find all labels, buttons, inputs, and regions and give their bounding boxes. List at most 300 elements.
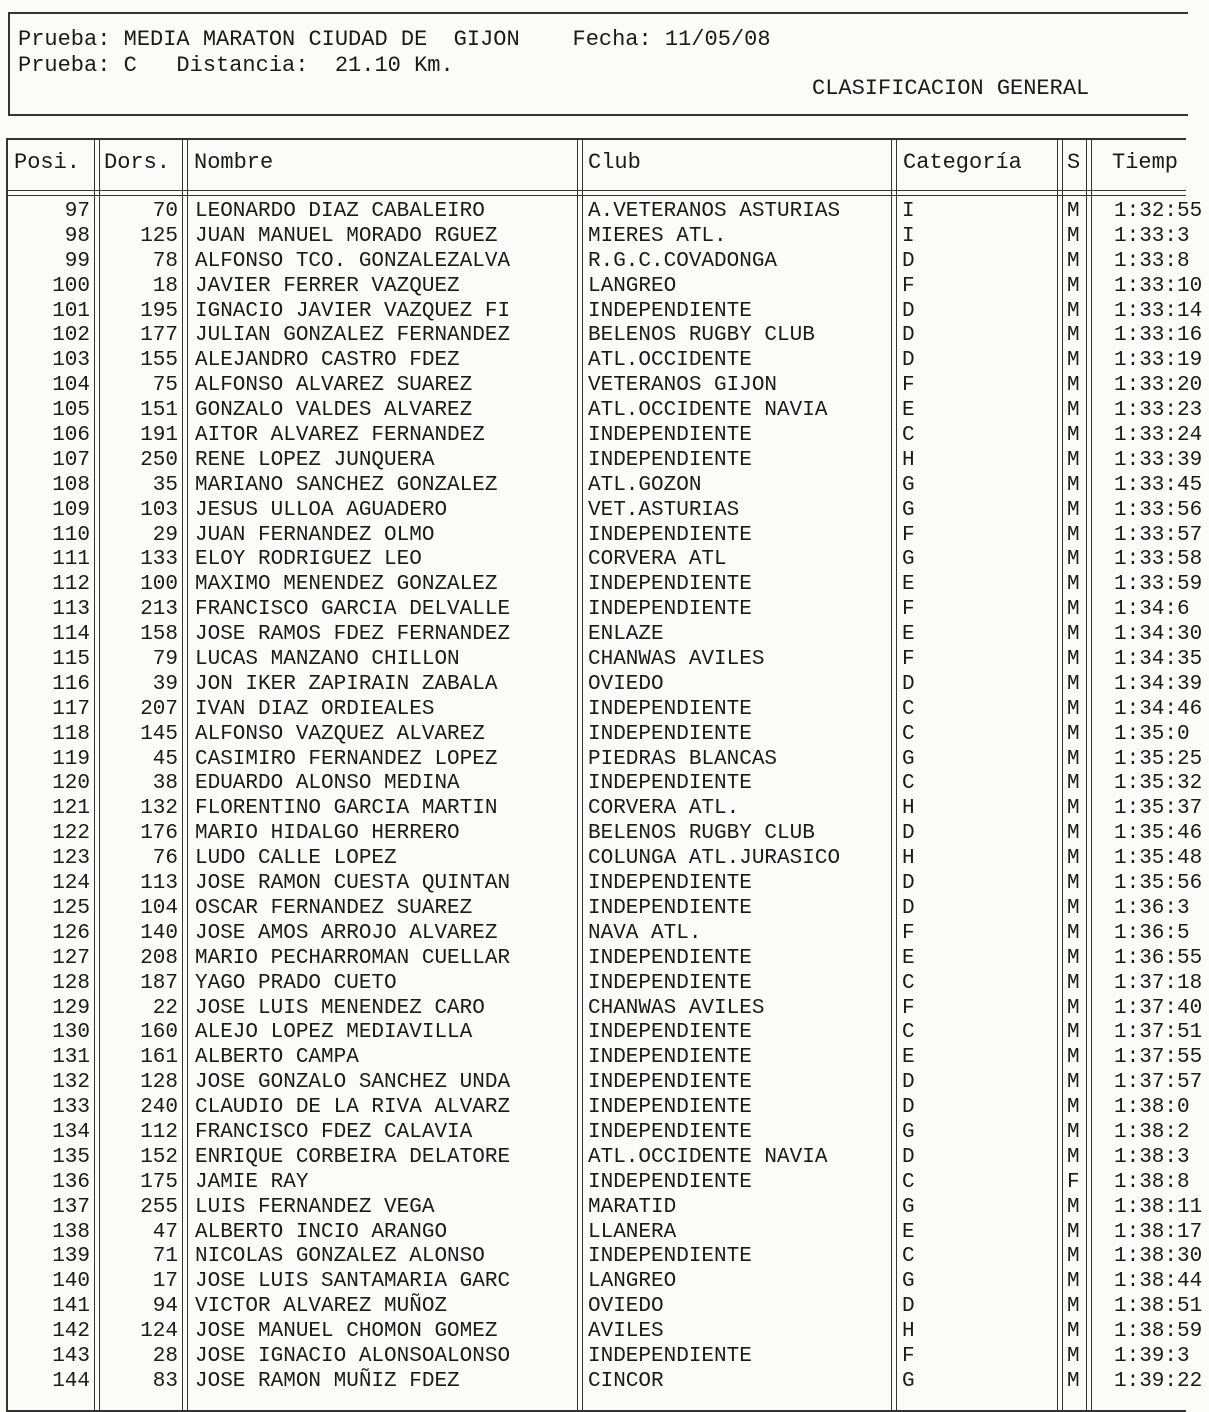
- cell-categoria: H: [902, 847, 915, 871]
- column-header-tiempo: Tiemp: [1112, 150, 1179, 175]
- cell-nombre: ALEJO LOPEZ MEDIAVILLA: [195, 1021, 473, 1045]
- table-row: [0, 748, 1209, 773]
- cell-sexo: M: [1067, 1021, 1080, 1045]
- cell-club: INDEPENDIENTE: [588, 424, 752, 448]
- cell-categoria: F: [902, 996, 915, 1020]
- cell-tiempo: 1:34:30: [1114, 623, 1203, 647]
- cell-club: ENLAZE: [588, 623, 664, 647]
- cell-pos: 104: [52, 374, 90, 398]
- cell-club: INDEPENDIENTE: [588, 448, 752, 472]
- cell-nombre: JOSE MANUEL CHOMON GOMEZ: [195, 1320, 498, 1344]
- cell-sexo: M: [1067, 548, 1080, 572]
- table-row: [0, 797, 1209, 822]
- cell-club: BELENOS RUGBY CLUB: [588, 822, 815, 846]
- cell-pos: 139: [52, 1245, 90, 1269]
- cell-dors: 133: [140, 548, 178, 572]
- cell-tiempo: 1:33:10: [1114, 274, 1203, 298]
- cell-pos: 142: [52, 1320, 90, 1344]
- cell-club: INDEPENDIENTE: [588, 1170, 752, 1194]
- table-row: [0, 474, 1209, 499]
- cell-nombre: LUDO CALLE LOPEZ: [195, 847, 397, 871]
- cell-categoria: D: [902, 1071, 915, 1095]
- cell-categoria: D: [902, 1096, 915, 1120]
- cell-club: INDEPENDIENTE: [588, 872, 752, 896]
- cell-pos: 115: [52, 648, 90, 672]
- cell-nombre: JESUS ULLOA AGUADERO: [195, 498, 448, 522]
- cell-sexo: M: [1067, 672, 1080, 696]
- cell-dors: 78: [152, 249, 178, 273]
- cell-nombre: JOSE IGNACIO ALONSOALONSO: [195, 1344, 511, 1368]
- cell-pos: 113: [52, 598, 90, 622]
- cell-categoria: D: [902, 249, 915, 273]
- cell-club: AVILES: [588, 1320, 664, 1344]
- cell-sexo: M: [1067, 623, 1080, 647]
- table-row: [0, 1071, 1209, 1096]
- cell-sexo: M: [1067, 274, 1080, 298]
- table-row: [0, 1171, 1209, 1196]
- cell-tiempo: 1:38:3: [1114, 1145, 1190, 1169]
- cell-nombre: EDUARDO ALONSO MEDINA: [195, 772, 460, 796]
- cell-nombre: ELOY RODRIGUEZ LEO: [195, 548, 422, 572]
- cell-pos: 101: [52, 299, 90, 323]
- cell-club: OVIEDO: [588, 672, 664, 696]
- cell-nombre: ALFONSO ALVAREZ SUAREZ: [195, 374, 473, 398]
- cell-club: ATL.OCCIDENTE: [588, 349, 752, 373]
- cell-categoria: D: [902, 1295, 915, 1319]
- cell-pos: 144: [52, 1369, 90, 1393]
- race-info-line-2: Prueba: C Distancia: 21.10 Km.: [18, 53, 454, 78]
- cell-nombre: MARIO PECHARROMAN CUELLAR: [195, 946, 511, 970]
- cell-dors: 255: [140, 1195, 178, 1219]
- cell-dors: 70: [152, 200, 178, 223]
- cell-pos: 133: [52, 1096, 90, 1120]
- cell-sexo: M: [1067, 299, 1080, 323]
- cell-tiempo: 1:36:3: [1114, 896, 1190, 920]
- column-header-pos: Posi.: [14, 150, 81, 175]
- table-row: [0, 997, 1209, 1022]
- cell-nombre: JOSE LUIS MENENDEZ CARO: [195, 996, 485, 1020]
- cell-nombre: JOSE AMOS ARROJO ALVAREZ: [195, 921, 498, 945]
- cell-nombre: YAGO PRADO CUETO: [195, 971, 397, 995]
- cell-dors: 175: [140, 1170, 178, 1194]
- cell-sexo: M: [1067, 1220, 1080, 1244]
- table-row: [0, 424, 1209, 449]
- cell-pos: 128: [52, 971, 90, 995]
- cell-categoria: I: [902, 224, 915, 248]
- column-header-nombre: Nombre: [194, 150, 274, 175]
- cell-dors: 35: [152, 473, 178, 497]
- table-row: [0, 225, 1209, 250]
- cell-sexo: M: [1067, 1120, 1080, 1144]
- cell-nombre: VICTOR ALVAREZ MUÑOZ: [195, 1295, 448, 1319]
- cell-sexo: M: [1067, 648, 1080, 672]
- cell-tiempo: 1:35:32: [1114, 772, 1203, 796]
- cell-categoria: D: [902, 349, 915, 373]
- cell-categoria: G: [902, 1270, 915, 1294]
- cell-categoria: G: [902, 473, 915, 497]
- cell-tiempo: 1:33:57: [1114, 523, 1203, 547]
- cell-club: ATL.OCCIDENTE NAVIA: [588, 399, 828, 423]
- cell-pos: 116: [52, 672, 90, 696]
- table-row: [0, 499, 1209, 524]
- cell-pos: 131: [52, 1046, 90, 1070]
- cell-sexo: M: [1067, 399, 1080, 423]
- cell-pos: 143: [52, 1344, 90, 1368]
- table-row: [0, 1320, 1209, 1345]
- cell-categoria: D: [902, 1145, 915, 1169]
- cell-nombre: MAXIMO MENENDEZ GONZALEZ: [195, 573, 498, 597]
- table-row: [0, 1295, 1209, 1320]
- cell-sexo: M: [1067, 822, 1080, 846]
- cell-categoria: C: [902, 772, 915, 796]
- cell-tiempo: 1:38:2: [1114, 1120, 1190, 1144]
- cell-club: VET.ASTURIAS: [588, 498, 740, 522]
- cell-pos: 136: [52, 1170, 90, 1194]
- cell-club: PIEDRAS BLANCAS: [588, 747, 778, 771]
- cell-club: INDEPENDIENTE: [588, 1071, 752, 1095]
- cell-nombre: JAVIER FERRER VAZQUEZ: [195, 274, 460, 298]
- cell-club: INDEPENDIENTE: [588, 1021, 752, 1045]
- cell-categoria: H: [902, 448, 915, 472]
- cell-categoria: F: [902, 523, 915, 547]
- cell-sexo: M: [1067, 1096, 1080, 1120]
- cell-tiempo: 1:37:55: [1114, 1046, 1203, 1070]
- cell-tiempo: 1:32:55: [1114, 200, 1203, 223]
- cell-sexo: M: [1067, 697, 1080, 721]
- cell-club: INDEPENDIENTE: [588, 1245, 752, 1269]
- cell-pos: 138: [52, 1220, 90, 1244]
- cell-sexo: M: [1067, 523, 1080, 547]
- cell-dors: 28: [152, 1344, 178, 1368]
- cell-club: INDEPENDIENTE: [588, 598, 752, 622]
- cell-pos: 99: [64, 249, 90, 273]
- cell-dors: 207: [140, 697, 178, 721]
- cell-categoria: H: [902, 1320, 915, 1344]
- cell-dors: 45: [152, 747, 178, 771]
- cell-dors: 38: [152, 772, 178, 796]
- cell-tiempo: 1:37:51: [1114, 1021, 1203, 1045]
- cell-dors: 75: [152, 374, 178, 398]
- cell-club: BELENOS RUGBY CLUB: [588, 324, 815, 348]
- cell-nombre: JOSE RAMON CUESTA QUINTAN: [195, 872, 511, 896]
- column-header-sexo: S: [1067, 150, 1081, 175]
- cell-categoria: D: [902, 822, 915, 846]
- cell-sexo: M: [1067, 498, 1080, 522]
- cell-sexo: M: [1067, 1270, 1080, 1294]
- cell-pos: 123: [52, 847, 90, 871]
- cell-sexo: M: [1067, 872, 1080, 896]
- table-row: [0, 399, 1209, 424]
- table-row: [0, 1221, 1209, 1246]
- cell-nombre: JON IKER ZAPIRAIN ZABALA: [195, 672, 498, 696]
- cell-pos: 107: [52, 448, 90, 472]
- cell-club: INDEPENDIENTE: [588, 1046, 752, 1070]
- cell-dors: 160: [140, 1021, 178, 1045]
- cell-dors: 158: [140, 623, 178, 647]
- cell-pos: 98: [64, 224, 90, 248]
- cell-pos: 130: [52, 1021, 90, 1045]
- cell-tiempo: 1:34:6: [1114, 598, 1190, 622]
- cell-nombre: CASIMIRO FERNANDEZ LOPEZ: [195, 747, 498, 771]
- cell-sexo: M: [1067, 896, 1080, 920]
- cell-categoria: C: [902, 1245, 915, 1269]
- cell-categoria: E: [902, 1220, 915, 1244]
- cell-categoria: F: [902, 598, 915, 622]
- cell-nombre: JOSE GONZALO SANCHEZ UNDA: [195, 1071, 511, 1095]
- cell-dors: 94: [152, 1295, 178, 1319]
- cell-sexo: M: [1067, 797, 1080, 821]
- cell-categoria: D: [902, 872, 915, 896]
- table-row: [0, 1245, 1209, 1270]
- table-row: [0, 772, 1209, 797]
- cell-nombre: JUAN FERNANDEZ OLMO: [195, 523, 435, 547]
- table-row: [0, 449, 1209, 474]
- cell-dors: 29: [152, 523, 178, 547]
- cell-nombre: ALEJANDRO CASTRO FDEZ: [195, 349, 460, 373]
- cell-club: MARATID: [588, 1195, 677, 1219]
- cell-dors: 187: [140, 971, 178, 995]
- cell-tiempo: 1:36:5: [1114, 921, 1190, 945]
- cell-nombre: NICOLAS GONZALEZ ALONSO: [195, 1245, 485, 1269]
- cell-dors: 83: [152, 1369, 178, 1393]
- cell-sexo: M: [1067, 200, 1080, 223]
- cell-tiempo: 1:33:24: [1114, 424, 1203, 448]
- table-row: [0, 349, 1209, 374]
- cell-sexo: M: [1067, 573, 1080, 597]
- table-row: [0, 723, 1209, 748]
- cell-pos: 134: [52, 1120, 90, 1144]
- cell-categoria: G: [902, 548, 915, 572]
- cell-categoria: F: [902, 274, 915, 298]
- cell-dors: 18: [152, 274, 178, 298]
- cell-nombre: FRANCISCO FDEZ CALAVIA: [195, 1120, 473, 1144]
- cell-tiempo: 1:35:25: [1114, 747, 1203, 771]
- cell-pos: 118: [52, 722, 90, 746]
- cell-nombre: FRANCISCO GARCIA DELVALLE: [195, 598, 511, 622]
- cell-tiempo: 1:34:46: [1114, 697, 1203, 721]
- cell-club: INDEPENDIENTE: [588, 722, 752, 746]
- cell-sexo: M: [1067, 1071, 1080, 1095]
- cell-dors: 132: [140, 797, 178, 821]
- cell-dors: 152: [140, 1145, 178, 1169]
- cell-dors: 195: [140, 299, 178, 323]
- table-row: [0, 324, 1209, 349]
- cell-nombre: MARIANO SANCHEZ GONZALEZ: [195, 473, 498, 497]
- cell-nombre: JOSE LUIS SANTAMARIA GARC: [195, 1270, 511, 1294]
- cell-dors: 39: [152, 672, 178, 696]
- cell-nombre: OSCAR FERNANDEZ SUAREZ: [195, 896, 473, 920]
- cell-dors: 145: [140, 722, 178, 746]
- cell-tiempo: 1:33:23: [1114, 399, 1203, 423]
- cell-categoria: F: [902, 921, 915, 945]
- table-row: [0, 1270, 1209, 1295]
- cell-nombre: LUIS FERNANDEZ VEGA: [195, 1195, 435, 1219]
- cell-categoria: F: [902, 1344, 915, 1368]
- cell-sexo: M: [1067, 921, 1080, 945]
- table-row: [0, 648, 1209, 673]
- cell-club: INDEPENDIENTE: [588, 946, 752, 970]
- table-row: [0, 847, 1209, 872]
- cell-dors: 208: [140, 946, 178, 970]
- table-row: [0, 1196, 1209, 1221]
- cell-tiempo: 1:33:8: [1114, 249, 1190, 273]
- cell-club: INDEPENDIENTE: [588, 697, 752, 721]
- cell-club: ATL.GOZON: [588, 473, 702, 497]
- cell-dors: 79: [152, 648, 178, 672]
- cell-dors: 71: [152, 1245, 178, 1269]
- cell-tiempo: 1:33:56: [1114, 498, 1203, 522]
- cell-dors: 177: [140, 324, 178, 348]
- cell-categoria: D: [902, 672, 915, 696]
- cell-tiempo: 1:35:56: [1114, 872, 1203, 896]
- cell-dors: 112: [140, 1120, 178, 1144]
- cell-tiempo: 1:37:40: [1114, 996, 1203, 1020]
- cell-tiempo: 1:37:57: [1114, 1071, 1203, 1095]
- cell-pos: 132: [52, 1071, 90, 1095]
- cell-tiempo: 1:33:59: [1114, 573, 1203, 597]
- cell-pos: 103: [52, 349, 90, 373]
- cell-tiempo: 1:35:46: [1114, 822, 1203, 846]
- table-row: [0, 1021, 1209, 1046]
- cell-dors: 125: [140, 224, 178, 248]
- cell-categoria: I: [902, 200, 915, 223]
- cell-pos: 121: [52, 797, 90, 821]
- cell-tiempo: 1:38:44: [1114, 1270, 1203, 1294]
- cell-nombre: ALFONSO VAZQUEZ ALVAREZ: [195, 722, 485, 746]
- cell-nombre: LEONARDO DIAZ CABALEIRO: [195, 200, 485, 223]
- cell-club: ATL.OCCIDENTE NAVIA: [588, 1145, 828, 1169]
- cell-tiempo: 1:38:30: [1114, 1245, 1203, 1269]
- cell-tiempo: 1:35:37: [1114, 797, 1203, 821]
- table-row: [0, 623, 1209, 648]
- cell-categoria: C: [902, 1021, 915, 1045]
- cell-sexo: M: [1067, 448, 1080, 472]
- cell-nombre: JOSE RAMOS FDEZ FERNANDEZ: [195, 623, 511, 647]
- cell-dors: 104: [140, 896, 178, 920]
- table-row: [0, 872, 1209, 897]
- table-row: [0, 524, 1209, 549]
- section-title: CLASIFICACION GENERAL: [812, 76, 1090, 101]
- cell-club: CHANWAS AVILES: [588, 996, 765, 1020]
- cell-tiempo: 1:38:17: [1114, 1220, 1203, 1244]
- table-row: [0, 972, 1209, 997]
- table-row: [0, 698, 1209, 723]
- cell-club: INDEPENDIENTE: [588, 896, 752, 920]
- cell-dors: 100: [140, 573, 178, 597]
- cell-dors: 151: [140, 399, 178, 423]
- column-header-categoria: Categoría: [903, 150, 1022, 175]
- cell-tiempo: 1:38:59: [1114, 1320, 1203, 1344]
- cell-tiempo: 1:34:39: [1114, 672, 1203, 696]
- cell-nombre: MARIO HIDALGO HERRERO: [195, 822, 460, 846]
- cell-pos: 108: [52, 473, 90, 497]
- cell-dors: 47: [152, 1220, 178, 1244]
- cell-club: COLUNGA ATL.JURASICO: [588, 847, 841, 871]
- cell-pos: 122: [52, 822, 90, 846]
- cell-dors: 161: [140, 1046, 178, 1070]
- cell-tiempo: 1:33:58: [1114, 548, 1203, 572]
- table-row: [0, 1096, 1209, 1121]
- cell-nombre: AITOR ALVAREZ FERNANDEZ: [195, 424, 485, 448]
- cell-categoria: G: [902, 747, 915, 771]
- table-row: [0, 897, 1209, 922]
- cell-pos: 126: [52, 921, 90, 945]
- cell-club: NAVA ATL.: [588, 921, 702, 945]
- table-row: [0, 1146, 1209, 1171]
- table-row: [0, 1046, 1209, 1071]
- cell-dors: 22: [152, 996, 178, 1020]
- cell-dors: 213: [140, 598, 178, 622]
- cell-categoria: G: [902, 1369, 915, 1393]
- cell-nombre: JULIAN GONZALEZ FERNANDEZ: [195, 324, 511, 348]
- cell-categoria: G: [902, 498, 915, 522]
- cell-tiempo: 1:38:8: [1114, 1170, 1190, 1194]
- table-row: [0, 275, 1209, 300]
- cell-nombre: ALFONSO TCO. GONZALEZALVA: [195, 249, 511, 273]
- cell-club: CORVERA ATL.: [588, 797, 740, 821]
- cell-categoria: G: [902, 1195, 915, 1219]
- cell-pos: 112: [52, 573, 90, 597]
- table-row: [0, 250, 1209, 275]
- cell-pos: 100: [52, 274, 90, 298]
- cell-sexo: M: [1067, 1344, 1080, 1368]
- cell-club: INDEPENDIENTE: [588, 971, 752, 995]
- cell-nombre: JAMIE RAY: [195, 1170, 309, 1194]
- cell-club: INDEPENDIENTE: [588, 1096, 752, 1120]
- cell-sexo: M: [1067, 224, 1080, 248]
- table-row: [0, 947, 1209, 972]
- cell-club: INDEPENDIENTE: [588, 523, 752, 547]
- cell-nombre: ENRIQUE CORBEIRA DELATORE: [195, 1145, 511, 1169]
- cell-dors: 113: [140, 872, 178, 896]
- table-row: [0, 1345, 1209, 1370]
- cell-nombre: GONZALO VALDES ALVAREZ: [195, 399, 473, 423]
- cell-nombre: ALBERTO CAMPA: [195, 1046, 359, 1070]
- cell-tiempo: 1:39:3: [1114, 1344, 1190, 1368]
- cell-categoria: C: [902, 971, 915, 995]
- cell-sexo: M: [1067, 1245, 1080, 1269]
- cell-categoria: H: [902, 797, 915, 821]
- cell-nombre: IVAN DIAZ ORDIEALES: [195, 697, 435, 721]
- cell-pos: 129: [52, 996, 90, 1020]
- table-row: [0, 673, 1209, 698]
- table-row: [0, 573, 1209, 598]
- cell-categoria: C: [902, 697, 915, 721]
- cell-categoria: G: [902, 1120, 915, 1144]
- table-row: [0, 598, 1209, 623]
- cell-tiempo: 1:34:35: [1114, 648, 1203, 672]
- cell-categoria: E: [902, 1046, 915, 1070]
- cell-club: CINCOR: [588, 1369, 664, 1393]
- cell-sexo: M: [1067, 772, 1080, 796]
- cell-categoria: F: [902, 648, 915, 672]
- cell-tiempo: 1:33:3: [1114, 224, 1190, 248]
- cell-tiempo: 1:33:39: [1114, 448, 1203, 472]
- cell-sexo: M: [1067, 424, 1080, 448]
- cell-pos: 124: [52, 872, 90, 896]
- cell-categoria: E: [902, 623, 915, 647]
- cell-tiempo: 1:35:48: [1114, 847, 1203, 871]
- cell-sexo: F: [1067, 1170, 1080, 1194]
- cell-tiempo: 1:38:11: [1114, 1195, 1203, 1219]
- cell-tiempo: 1:33:19: [1114, 349, 1203, 373]
- cell-dors: 140: [140, 921, 178, 945]
- results-rows: [0, 200, 1209, 1395]
- cell-dors: 103: [140, 498, 178, 522]
- cell-dors: 240: [140, 1096, 178, 1120]
- table-row: [0, 548, 1209, 573]
- cell-club: MIERES ATL.: [588, 224, 727, 248]
